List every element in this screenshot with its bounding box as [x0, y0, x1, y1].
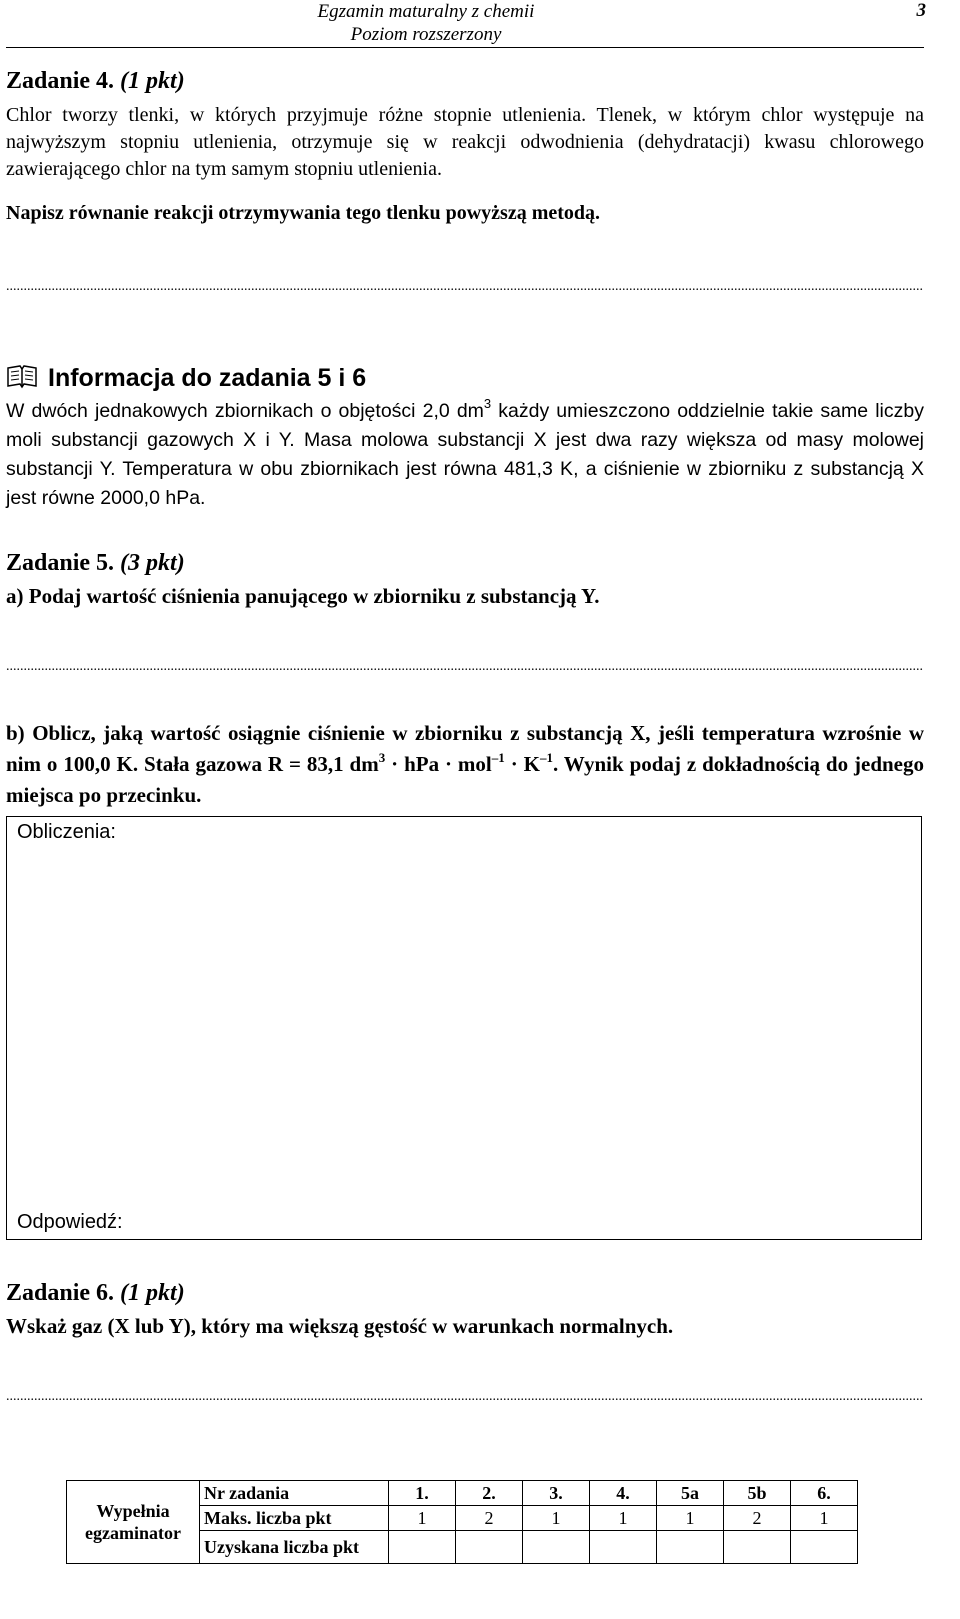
task5b-sup3: –1 — [539, 750, 553, 765]
task5b-part3: · K — [504, 752, 540, 776]
header-exam-title: Egzamin maturalny z chemii — [317, 1, 535, 22]
max-points-cell: 1 — [389, 1506, 456, 1531]
max-points-cell: 1 — [523, 1506, 590, 1531]
calculation-box[interactable] — [6, 816, 922, 1240]
task4-text: Chlor tworzy tlenki, w których przyjmuje różne stopnie utlenienia. Tlenek, w którym chlor występuje na najwyższym stopniu utlenienia, otrzymuje się w reakcji odwodnienia (dehydratacji) kwasu chlorowego zawierającego chlor na tym samym stopniu utlenienia. — [6, 104, 924, 180]
max-points-cell: 1 — [791, 1506, 858, 1531]
max-points-cell: 1 — [657, 1506, 724, 1531]
task6-answer-line[interactable]: ...................................................................................................................................................................................................................................................................... — [6, 1390, 923, 1404]
obtained-cell[interactable] — [724, 1531, 791, 1564]
task6-points: (1 pkt) — [120, 1280, 185, 1306]
task-number-cell: 3. — [523, 1481, 590, 1506]
task5b-part2: · hPa · mol — [385, 752, 492, 776]
task5b-sup2: –1 — [491, 750, 505, 765]
obtained-cell[interactable] — [389, 1531, 456, 1564]
obtained-cell[interactable] — [657, 1531, 724, 1564]
header-divider — [6, 47, 924, 48]
info-text-part2: każdy umieszczono oddzielnie takie same liczby moli substancji gazowych X i Y. Masa molowa substancji X jest dwa razy większa od masy molowej substancji Y. Temperatura w obu zbiornikach jest równa 481,3 K, a ciśnienie w zbiorniku z substancją X jest równe 2000,0 hPa. — [6, 400, 924, 509]
task4-heading — [6, 68, 185, 95]
max-points-cell: 1 — [590, 1506, 657, 1531]
task5b-instruction — [6, 718, 924, 811]
row-label-obtained: Uzyskana liczba pkt — [200, 1531, 389, 1564]
row-label-max-points: Maks. liczba pkt — [200, 1506, 389, 1531]
obtained-cell[interactable] — [523, 1531, 590, 1564]
info-text — [6, 397, 924, 513]
table-row — [67, 1481, 858, 1506]
task-number-cell: 2. — [456, 1481, 523, 1506]
calc-label: Obliczenia: — [17, 821, 116, 843]
book-icon — [6, 364, 38, 395]
obtained-cell[interactable] — [791, 1531, 858, 1564]
obtained-cell[interactable] — [590, 1531, 657, 1564]
obtained-cell[interactable] — [456, 1531, 523, 1564]
info-text-sup: 3 — [483, 396, 492, 411]
task5-points: (3 pkt) — [120, 550, 185, 576]
task5a-instruction: a) Podaj wartość ciśnienia panującego w zbiorniku z substancją Y. — [6, 584, 600, 608]
task4-points: (1 pkt) — [120, 68, 185, 94]
task5a-answer-line[interactable]: ...................................................................................................................................................................................................................................................................... — [6, 660, 923, 674]
task-number-cell: 5a — [657, 1481, 724, 1506]
info-title: Informacja do zadania 5 i 6 — [48, 364, 367, 392]
task5-title: Zadanie 5. — [6, 550, 115, 576]
task5b-sup1: 3 — [378, 750, 386, 765]
task4-title: Zadanie 4. — [6, 68, 115, 94]
answer-label: Odpowiedź: — [17, 1211, 123, 1233]
task-number-cell: 6. — [791, 1481, 858, 1506]
task-number-cell: 4. — [590, 1481, 657, 1506]
info-text-part1: W dwóch jednakowych zbiornikach o objętości 2,0 dm — [6, 400, 484, 422]
task4-instruction: Napisz równanie reakcji otrzymywania tego tlenku powyższą metodą. — [6, 202, 601, 224]
page-number: 3 — [916, 0, 926, 21]
task5b-part1: b) Oblicz, jaką wartość osiągnie ciśnienie w zbiorniku z substancją X, jeśli temperatura wzrośnie w nim o 100,0 K. Stała gazowa R = 83,1 dm — [6, 721, 924, 776]
task-number-cell: 5b — [724, 1481, 791, 1506]
task6-title: Zadanie 6. — [6, 1280, 115, 1306]
max-points-cell: 2 — [724, 1506, 791, 1531]
row-label-task-number: Nr zadania — [200, 1481, 389, 1506]
info-heading — [6, 364, 924, 395]
score-table — [66, 1480, 858, 1564]
task5-heading — [6, 550, 185, 577]
header-level: Poziom rozszerzony — [350, 24, 502, 45]
task-number-cell: 1. — [389, 1481, 456, 1506]
task4-answer-line[interactable]: ...................................................................................................................................................................................................................................................................... — [6, 280, 923, 294]
score-table-who: Wypełnia egzaminator — [67, 1481, 200, 1564]
task5b-part4: . Wynik podaj z dokładnością do jednego miejsca po przecinku. — [6, 752, 925, 807]
max-points-cell: 2 — [456, 1506, 523, 1531]
task6-instruction: Wskaż gaz (X lub Y), który ma większą gęstość w warunkach normalnych. — [6, 1314, 674, 1338]
task6-heading — [6, 1280, 185, 1307]
